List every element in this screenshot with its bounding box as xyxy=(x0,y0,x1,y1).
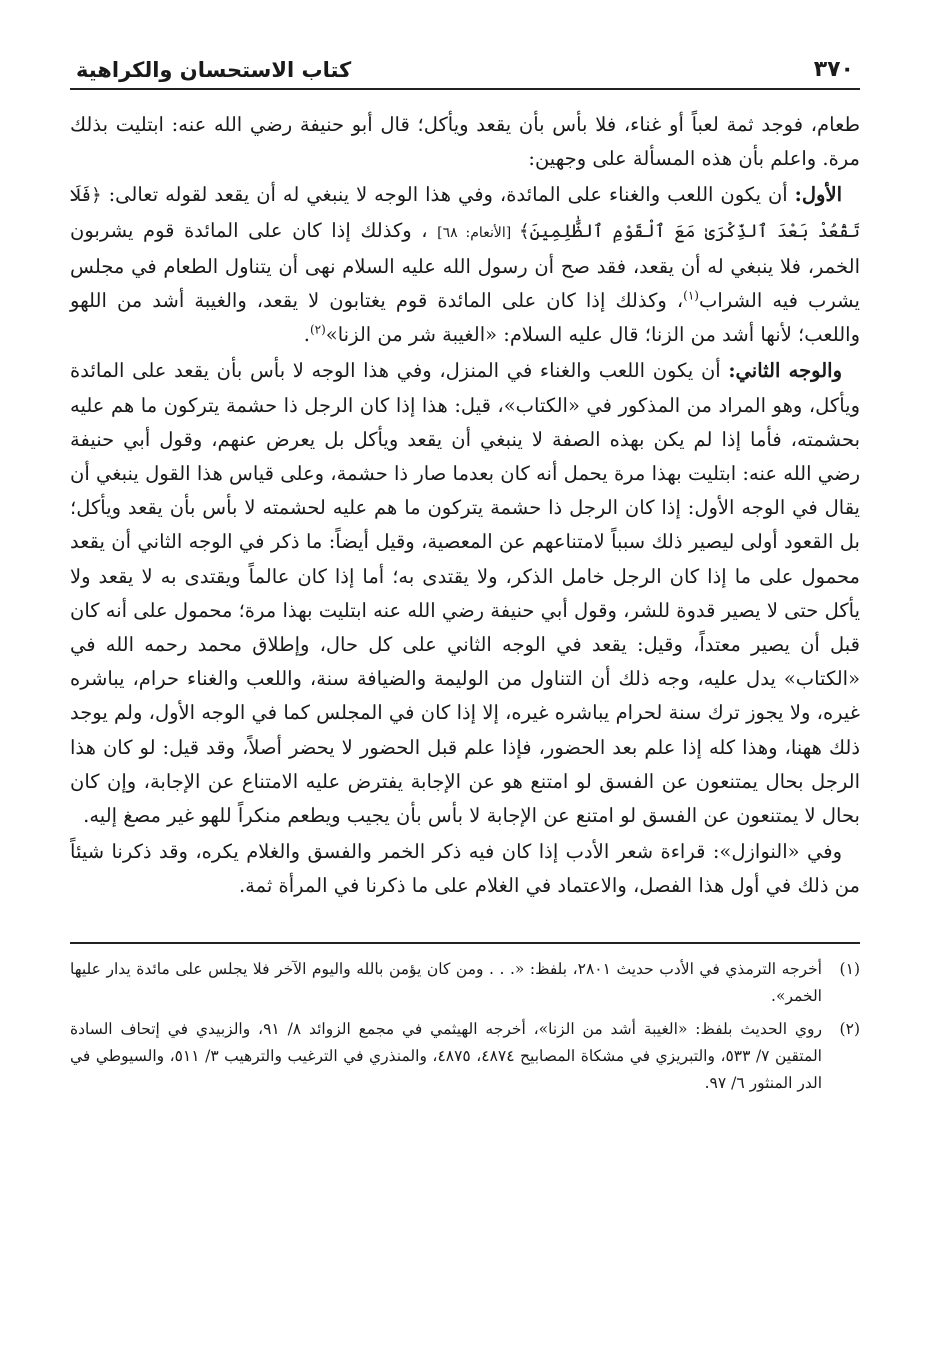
quran-reference: [الأنعام: ٦٨] xyxy=(437,224,520,241)
paragraph-2-text-c: ، وكذلك إذا كان على المائدة قوم يغتابون لا يقعد، والغيبة أشد من اللهو واللعب؛ لأنها أشد من الزنا؛ قال عليه السلام: «الغيبة شر من الزنا» xyxy=(70,289,860,347)
quran-verse: ﴿فَلَا تَقْعُدْ بَعْدَ ٱلذِّكْرَىٰ مَعَ ٱلْقَوْمِ ٱلظَّٰلِمِينَ﴾ xyxy=(70,185,860,242)
page-header xyxy=(70,40,860,90)
paragraph-2-text-a: أن يكون اللعب والغناء على المائدة، وفي هذا الوجه لا ينبغي له أن يقعد لقوله تعالى: xyxy=(101,183,795,207)
footnote-marker-2[interactable]: (٢) xyxy=(309,322,326,337)
paragraph-2-text-d: . xyxy=(303,323,310,347)
paragraph-2-lead: الأول: xyxy=(794,183,842,207)
paragraph-4 xyxy=(70,835,860,903)
footnote-1 xyxy=(70,956,860,1010)
footnote-1-text: أخرجه الترمذي في الأدب حديث ٢٨٠١، بلفظ: «. . . ومن كان يؤمن بالله واليوم الآخر فلا يجلس على مائدة يدار عليها الخمر». xyxy=(70,959,822,1005)
footnote-marker-1[interactable]: (١) xyxy=(683,288,699,303)
footnotes xyxy=(70,956,860,1097)
footnote-2-number: (٢) xyxy=(839,1019,860,1038)
footnote-divider xyxy=(70,942,860,944)
paragraph-3-text: أن يكون اللعب والغناء في المنزل، وفي هذا الوجه لا بأس بأن يقعد على المائدة ويأكل، وهو المراد من المذكور في «الكتاب»، قيل: هذا إذا كان الرجل ذا حشمة يتركون ما هم عليه بحشمته، فأما إذا لم يكن بهذه الصفة لا ينبغي أن يقعد ويأكل بل يعرض عنهم، وقول أبي حنيفة رضي الله عنه: ابتليت بهذا مرة يحمل أنه كان بعدما صار ذا حشمة، وعلى قياس هذا القول ينبغي أن يقال في الوجه الأول: إذا كان الرجل ذا حشمة يتركون ما هم عليه لحشمته لا بأس بأن يقعد ويأكل؛ بل القعود أولى ليصير ذلك سبباً لامتناعهم عن المعصية، وقيل أيضاً: ما ذكر في الوجه الثاني أن يقعد محمول على ما إذا كان الرجل خامل الذكر، ولا يقتدى به؛ أما إذا كان عالماً ويقتدى به لا يقعد ولا يأكل حتى لا يصير قدوة للشر، وقول أبي حنيفة رضي الله عنه ابتليت بهذا مرة؛ محمول على أنه كان قبل أن يصير معتداً، وقيل: يقعد في الوجه الثاني على كل حال، وإطلاق محمد رحمه الله في «الكتاب» يدل عليه، وجه ذلك أن التناول من الوليمة والضيافة سنة، واللعب والغناء حرام، يباشره غيره، ولا يجوز ترك سنة لحرام يباشره غيره، إلا إذا كان في المجلس كما في الوجه الأول، ولم يوجد ذلك ههنا، وهذا كله إذا علم بعد الحضور، فإذا علم قبل الحضور لا يحضر أصلاً، وقد قيل: لو كان هذا الرجل بحال يمتنعون عن الفسق لو امتنع هو عن الإجابة يفترض عليه الامتناع عن الإجابة، وإن كان بحال لا يمتنعون عن الفسق لو امتنع عن الإجابة لا بأس بأن يجيب ويطعم منكراً للهو غير مصغ إليه. xyxy=(70,359,860,828)
running-title: كتاب الاستحسان والكراهية xyxy=(76,58,352,82)
footnote-2-text: روي الحديث بلفظ: «الغيبة أشد من الزنا»، أخرجه الهيثمي في مجمع الزوائد ٨/ ٩١، والزبيدي في إتحاف السادة المتقين ٧/ ٥٣٣، والتبريزي في مشكاة المصابيح ٤٨٧٤، ٤٨٧٥، والمنذري في الترغيب والترهيب ٣/ ٥١١، والسيوطي في الدر المنثور ٦/ ٩٧. xyxy=(70,1019,822,1092)
paragraph-2-text-b: ، وكذلك إذا كان على المائدة قوم يشربون الخمر، فلا ينبغي له أن يقعد، فقد صح أن رسول الله عليه السلام نهى أن يتناول الطعام في مجلس يشرب فيه الشراب xyxy=(70,218,860,313)
paragraph-3-lead: والوجه الثاني: xyxy=(728,359,842,383)
book-page xyxy=(70,40,860,1103)
paragraph-4-text: وفي «النوازل»: قراءة شعر الأدب إذا كان فيه ذكر الخمر والفسق والغلام يكره، وقد ذكرنا شيئاً من ذلك في أول هذا الفصل، والاعتماد في الغلام على ما ذكرنا في المرأة ثمة. xyxy=(70,840,860,898)
footnote-2 xyxy=(70,1016,860,1097)
paragraph-1 xyxy=(70,108,860,176)
footnote-1-number: (١) xyxy=(839,959,860,978)
paragraph-2 xyxy=(70,178,860,352)
paragraph-1-text: طعام، فوجد ثمة لعباً أو غناء، فلا بأس بأن يقعد ويأكل؛ قال أبو حنيفة رضي الله عنه: ابتليت بذلك مرة. واعلم بأن هذه المسألة على وجهين: xyxy=(70,113,860,171)
paragraph-3 xyxy=(70,354,860,833)
page-number: ٣٧٠ xyxy=(813,57,854,82)
main-text xyxy=(70,108,860,904)
